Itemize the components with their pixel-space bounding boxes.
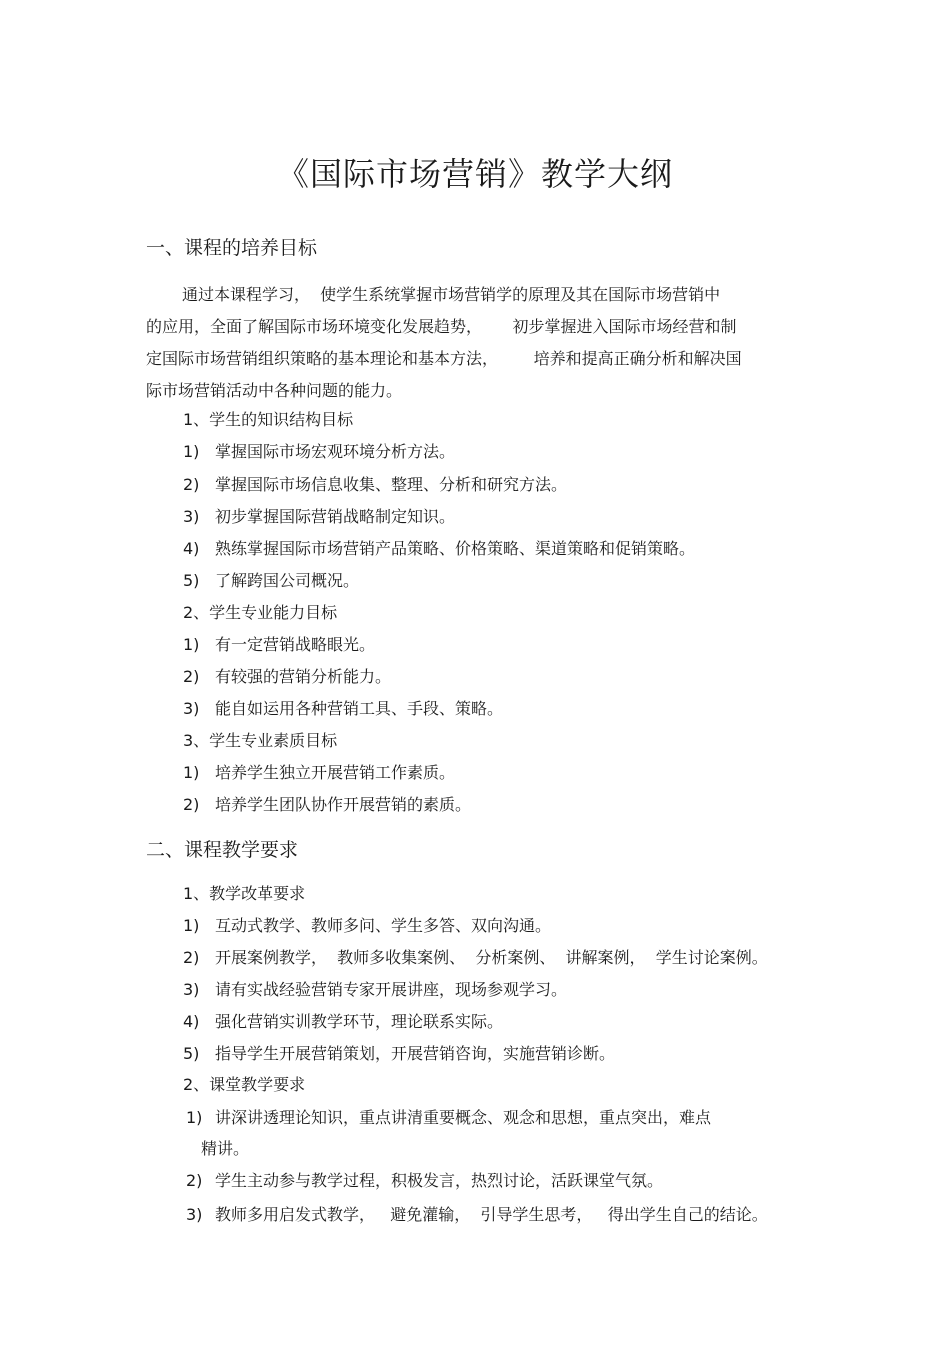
list-item bbox=[183, 505, 455, 529]
list-text: 能自如运用各种营销工具、手段、策略。 bbox=[215, 699, 504, 718]
list-text: 初步掌握国际营销战略制定知识。 bbox=[215, 507, 456, 526]
list-item bbox=[183, 946, 768, 970]
list-text: 请有实战经验营销专家开展讲座，现场参观学习。 bbox=[215, 980, 568, 999]
list-item bbox=[183, 1042, 615, 1066]
list-item bbox=[183, 537, 695, 561]
list-number: 2) bbox=[183, 667, 200, 686]
list-text: 熟练掌握国际市场营销产品策略、价格策略、渠道策略和促销策略。 bbox=[215, 539, 696, 558]
list-number: 3) bbox=[183, 507, 200, 526]
list-item bbox=[183, 665, 391, 689]
list-text: 学生主动参与教学过程，积极发言，热烈讨论，活跃课堂气氛。 bbox=[215, 1171, 664, 1190]
list-item bbox=[183, 473, 567, 497]
list-item bbox=[183, 793, 471, 817]
list-number: 4) bbox=[183, 539, 200, 558]
list-item bbox=[186, 1169, 663, 1193]
list-text: 强化营销实训教学环节，理论联系实际。 bbox=[215, 1012, 504, 1031]
paragraph-line: 定国际市场营销组织策略的基本理论和基本方法， 培养和提高正确分析和解决国 bbox=[146, 349, 742, 368]
list-number: 5) bbox=[183, 1044, 200, 1063]
list-text: 教师多用启发式教学， 避免灌输， 引导学生思考， 得出学生自己的结论。 bbox=[215, 1205, 768, 1224]
list-item bbox=[183, 1010, 503, 1034]
list-number: 3) bbox=[186, 1205, 203, 1224]
section-heading-2: 二、课程教学要求 bbox=[146, 839, 299, 861]
subsection-title: 2、学生专业能力目标 bbox=[183, 603, 338, 622]
paragraph-line: 际市场营销活动中各种问题的能力。 bbox=[146, 381, 403, 400]
intro-paragraph bbox=[146, 279, 806, 407]
paragraph-line: 通过本课程学习， 使学生系统掌握市场营销学的原理及其在国际市场营销中 bbox=[182, 285, 721, 304]
list-number: 1) bbox=[186, 1108, 203, 1127]
list-number: 4) bbox=[183, 1012, 200, 1031]
subsection-title: 1、教学改革要求 bbox=[183, 884, 306, 903]
list-number: 2) bbox=[183, 795, 200, 814]
subsection-title: 2、课堂教学要求 bbox=[183, 1075, 306, 1094]
list-number: 1) bbox=[183, 763, 200, 782]
list-item bbox=[186, 1106, 711, 1130]
list-item bbox=[183, 697, 503, 721]
list-text: 开展案例教学， 教师多收集案例、 分析案例、 讲解案例， 学生讨论案例。 bbox=[215, 948, 768, 967]
list-item bbox=[183, 761, 455, 785]
list-item bbox=[183, 440, 455, 464]
list-text: 讲深讲透理论知识，重点讲清重要概念、观念和思想，重点突出，难点 bbox=[215, 1108, 712, 1127]
paragraph-line: 的应用，全面了解国际市场环境变化发展趋势， 初步掌握进入国际市场经营和制 bbox=[146, 317, 737, 336]
list-item bbox=[186, 1203, 768, 1227]
list-item bbox=[183, 633, 375, 657]
list-item bbox=[183, 978, 567, 1002]
list-number: 1) bbox=[183, 635, 200, 654]
document-title: 《国际市场营销》教学大纲 bbox=[276, 155, 673, 193]
list-item-continuation: 精讲。 bbox=[201, 1139, 250, 1158]
list-text: 培养学生团队协作开展营销的素质。 bbox=[215, 795, 472, 814]
list-number: 1) bbox=[183, 442, 200, 461]
list-text: 有较强的营销分析能力。 bbox=[215, 667, 392, 686]
list-text: 掌握国际市场宏观环境分析方法。 bbox=[215, 442, 456, 461]
list-number: 3) bbox=[183, 980, 200, 999]
section-heading-1: 一、课程的培养目标 bbox=[146, 237, 318, 259]
list-text: 指导学生开展营销策划，开展营销咨询，实施营销诊断。 bbox=[215, 1044, 616, 1063]
list-number: 1) bbox=[183, 916, 200, 935]
list-number: 2) bbox=[183, 948, 200, 967]
list-item bbox=[183, 569, 359, 593]
list-number: 2) bbox=[186, 1171, 203, 1190]
list-number: 2) bbox=[183, 475, 200, 494]
list-number: 3) bbox=[183, 699, 200, 718]
list-text: 培养学生独立开展营销工作素质。 bbox=[215, 763, 456, 782]
list-number: 5) bbox=[183, 571, 200, 590]
list-item bbox=[183, 914, 551, 938]
subsection-title: 3、学生专业素质目标 bbox=[183, 731, 338, 750]
subsection-title: 1、学生的知识结构目标 bbox=[183, 410, 354, 429]
list-text: 有一定营销战略眼光。 bbox=[215, 635, 376, 654]
list-text: 了解跨国公司概况。 bbox=[215, 571, 360, 590]
list-text: 互动式教学、教师多问、学生多答、双向沟通。 bbox=[215, 916, 552, 935]
list-text: 掌握国际市场信息收集、整理、分析和研究方法。 bbox=[215, 475, 568, 494]
